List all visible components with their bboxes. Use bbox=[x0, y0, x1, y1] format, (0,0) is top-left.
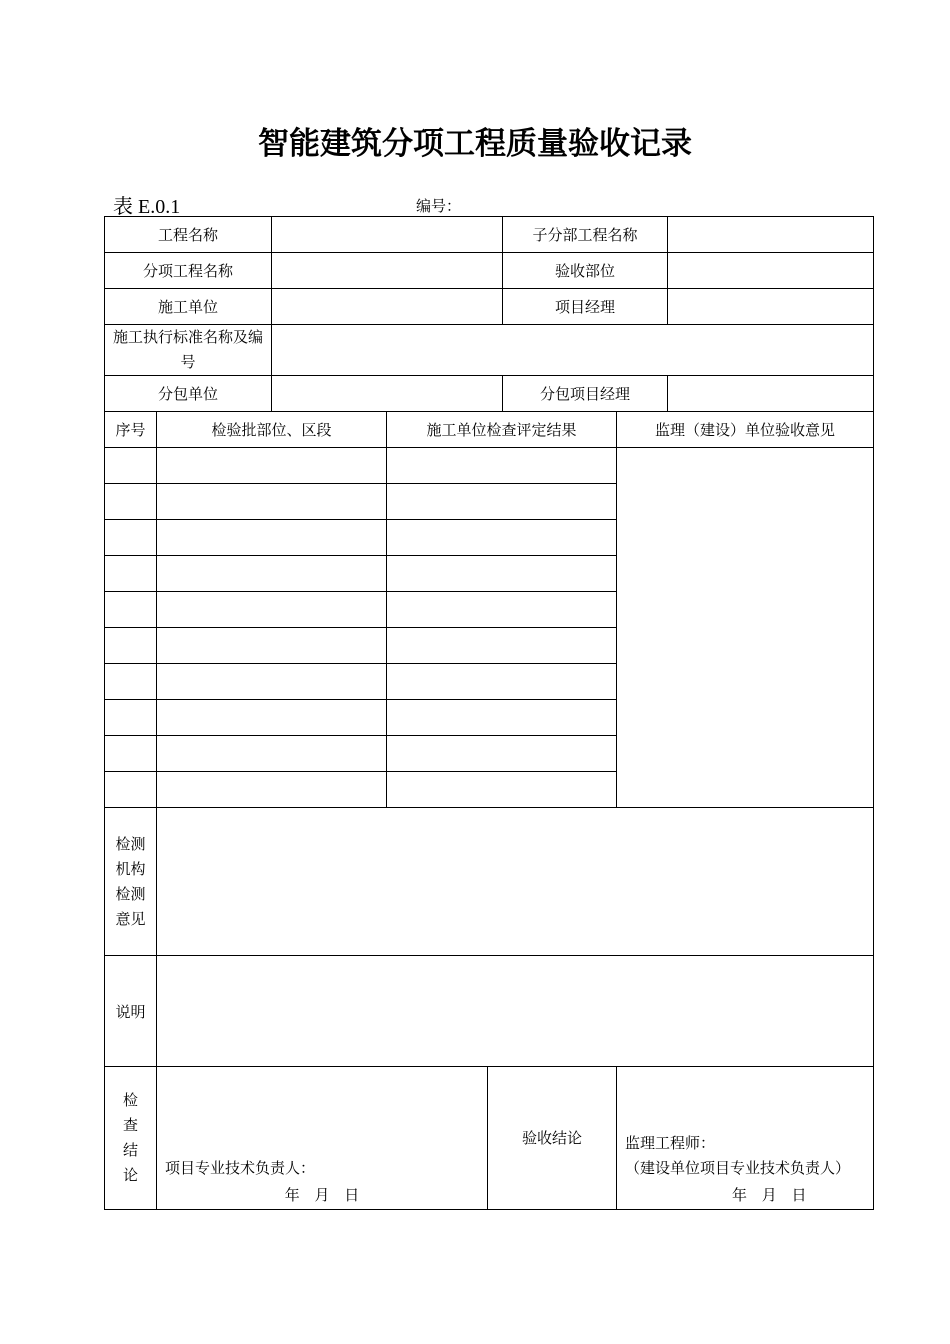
batch-section-cell[interactable] bbox=[157, 448, 387, 484]
col-header-seq: 序号 bbox=[105, 412, 157, 448]
construction-result-cell[interactable] bbox=[387, 664, 617, 700]
project-name-value[interactable] bbox=[272, 217, 503, 253]
col-header-batch-section: 检验批部位、区段 bbox=[157, 412, 387, 448]
batch-section-cell[interactable] bbox=[157, 664, 387, 700]
supervision-opinion-cell[interactable] bbox=[617, 448, 874, 808]
supervisor-label: 监理工程师： bbox=[625, 1134, 716, 1152]
form-number: 表 E.0.1 bbox=[113, 196, 181, 218]
seq-cell[interactable] bbox=[105, 700, 157, 736]
col-header-supervision-opinion: 监理（建设）单位验收意见 bbox=[617, 412, 874, 448]
accept-conclusion-cell[interactable] bbox=[617, 1067, 874, 1210]
page-title: 智能建筑分项工程质量验收记录 bbox=[258, 126, 692, 162]
sub-division-name-value[interactable] bbox=[668, 217, 874, 253]
notes-value[interactable] bbox=[157, 956, 874, 1067]
seq-cell[interactable] bbox=[105, 448, 157, 484]
seq-cell[interactable] bbox=[105, 592, 157, 628]
project-manager-label: 项目经理 bbox=[503, 289, 668, 325]
project-manager-value[interactable] bbox=[668, 289, 874, 325]
testing-opinion-label: 检测机构检测意见 bbox=[105, 808, 157, 956]
batch-section-cell[interactable] bbox=[157, 700, 387, 736]
batch-section-cell[interactable] bbox=[157, 484, 387, 520]
seq-cell[interactable] bbox=[105, 628, 157, 664]
sub-item-name-label: 分项工程名称 bbox=[105, 253, 272, 289]
batch-section-cell[interactable] bbox=[157, 736, 387, 772]
col-header-construction-result: 施工单位检查评定结果 bbox=[387, 412, 617, 448]
construction-unit-value[interactable] bbox=[272, 289, 503, 325]
acceptance-part-value[interactable] bbox=[668, 253, 874, 289]
acceptance-part-label: 验收部位 bbox=[503, 253, 668, 289]
seq-cell[interactable] bbox=[105, 772, 157, 808]
seq-cell[interactable] bbox=[105, 484, 157, 520]
seq-cell[interactable] bbox=[105, 520, 157, 556]
seq-cell[interactable] bbox=[105, 556, 157, 592]
standard-name-value[interactable] bbox=[272, 325, 874, 376]
batch-section-cell[interactable] bbox=[157, 628, 387, 664]
check-conclusion-label: 检查结论 bbox=[105, 1067, 157, 1210]
subcontract-unit-label: 分包单位 bbox=[105, 376, 272, 412]
construction-result-cell[interactable] bbox=[387, 592, 617, 628]
seq-cell[interactable] bbox=[105, 736, 157, 772]
owner-leader-label: （建设单位项目专业技术负责人） bbox=[625, 1159, 851, 1177]
project-name-label: 工程名称 bbox=[105, 217, 272, 253]
batch-section-cell[interactable] bbox=[157, 772, 387, 808]
batch-section-cell[interactable] bbox=[157, 592, 387, 628]
subcontract-unit-value[interactable] bbox=[272, 376, 503, 412]
construction-result-cell[interactable] bbox=[387, 484, 617, 520]
construction-result-cell[interactable] bbox=[387, 556, 617, 592]
testing-opinion-value[interactable] bbox=[157, 808, 874, 956]
sub-item-name-value[interactable] bbox=[272, 253, 503, 289]
subcontract-manager-label: 分包项目经理 bbox=[503, 376, 668, 412]
signature-block bbox=[625, 1131, 850, 1181]
construction-result-cell[interactable] bbox=[387, 736, 617, 772]
tech-leader-label: 项目专业技术负责人： bbox=[165, 1159, 316, 1177]
standard-name-label: 施工执行标准名称及编号 bbox=[105, 325, 272, 376]
batch-section-cell[interactable] bbox=[157, 520, 387, 556]
accept-date: 年 月 日 bbox=[732, 1186, 807, 1204]
construction-result-cell[interactable] bbox=[387, 772, 617, 808]
subcontract-manager-value[interactable] bbox=[668, 376, 874, 412]
inspection-record-table bbox=[104, 216, 874, 1210]
construction-result-cell[interactable] bbox=[387, 448, 617, 484]
notes-label: 说明 bbox=[105, 956, 157, 1067]
serial-label: 编号： bbox=[416, 197, 462, 215]
check-date: 年 月 日 bbox=[284, 1186, 360, 1204]
sub-division-name-label: 子分部工程名称 bbox=[503, 217, 668, 253]
construction-unit-label: 施工单位 bbox=[105, 289, 272, 325]
accept-conclusion-label: 验收结论 bbox=[488, 1067, 617, 1210]
seq-cell[interactable] bbox=[105, 664, 157, 700]
construction-result-cell[interactable] bbox=[387, 520, 617, 556]
construction-result-cell[interactable] bbox=[387, 700, 617, 736]
check-conclusion-cell[interactable] bbox=[157, 1067, 488, 1210]
construction-result-cell[interactable] bbox=[387, 628, 617, 664]
batch-section-cell[interactable] bbox=[157, 556, 387, 592]
